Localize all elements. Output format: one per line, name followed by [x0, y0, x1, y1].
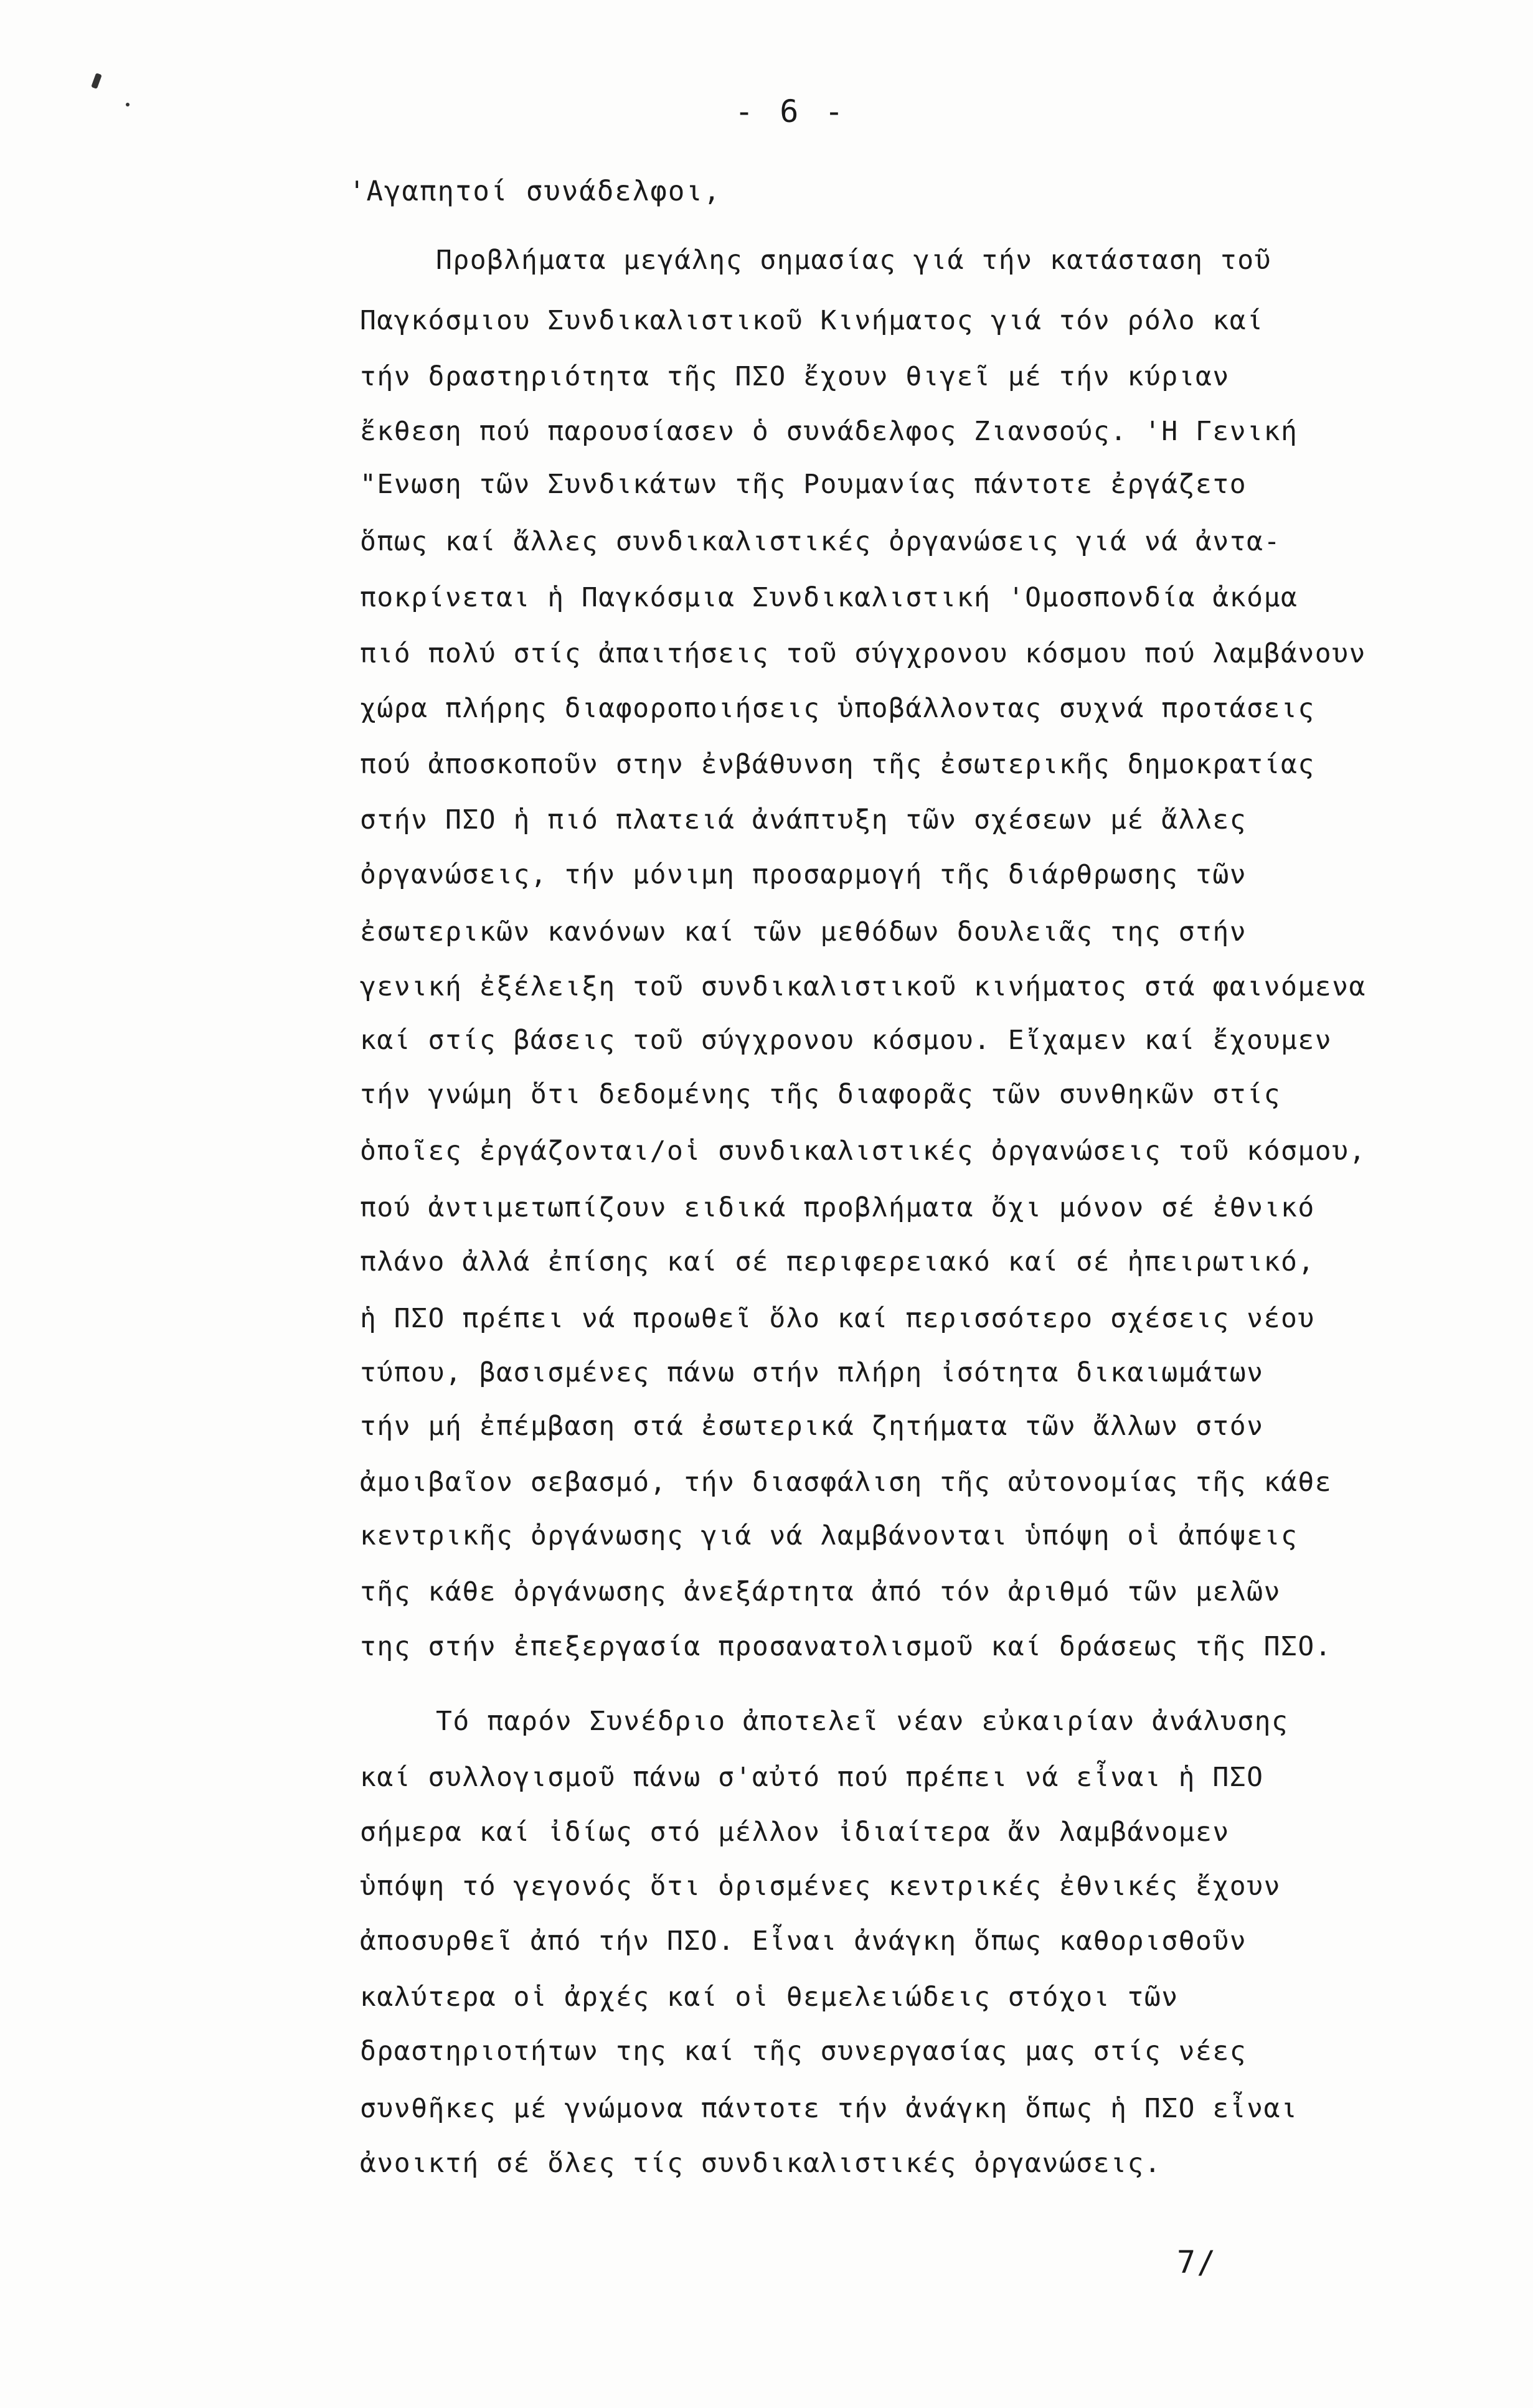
text-line: καί συλλογισμοῦ πάνω σ'αὐτό πού πρέπει νά εἶναι ἡ ΠΣΟ: [360, 1762, 1264, 1793]
margin-dot: [126, 103, 130, 106]
text-line: πιό πολύ στίς ἀπαιτήσεις τοῦ σύγχρονου κόσμου πού λαμβάνουν: [360, 638, 1366, 669]
text-line: καί στίς βάσεις τοῦ σύγχρονου κόσμου. Εἴχαμεν καί ἔχουμεν: [360, 1025, 1333, 1056]
text-line: Παγκόσμιου Συνδικαλιστικοῦ Κινήματος γιά τόν ρόλο καί: [360, 305, 1264, 336]
text-line: ὁποῖες ἐργάζονται/οἱ συνδικαλιστικές ὀργανώσεις τοῦ κόσμου,: [360, 1136, 1366, 1167]
continuation-marker: 7/: [1177, 2244, 1217, 2280]
text-line: ἀμοιβαῖον σεβασμό, τήν διασφάλιση τῆς αὐτονομίας τῆς κάθε: [360, 1467, 1333, 1498]
text-line: ὅπως καί ἄλλες συνδικαλιστικές ὀργανώσεις γιά νά ἀντα-: [360, 526, 1281, 557]
text-line: συνθῆκες μέ γνώμονα πάντοτε τήν ἀνάγκη ὅπως ἡ ΠΣΟ εἶναι: [360, 2093, 1298, 2124]
text-line: τήν γνώμη ὅτι δεδομένης τῆς διαφορᾶς τῶν συνθηκῶν στίς: [360, 1079, 1281, 1110]
text-line: ἔκθεση πού παρουσίασεν ὁ συνάδελφος Ζιανσούς. 'Η Γενική: [360, 416, 1298, 447]
text-line: ἡ ΠΣΟ πρέπει νά προωθεῖ ὅλο καί περισσότερο σχέσεις νέου: [360, 1303, 1315, 1334]
margin-mark: [91, 73, 102, 89]
text-line: πλάνο ἀλλά ἐπίσης καί σέ περιφερειακό καί σέ ἠπειρωτικό,: [360, 1246, 1315, 1277]
text-line: πού ἀντιμετωπίζουν ειδικά προβλήματα ὄχι μόνον σέ ἐθνικό: [360, 1192, 1315, 1223]
text-line: δραστηριοτήτων της καί τῆς συνεργασίας μας στίς νέες: [360, 2036, 1247, 2067]
text-line: ὀργανώσεις, τήν μόνιμη προσαρμογή τῆς διάρθρωσης τῶν: [360, 859, 1247, 890]
text-line: Τό παρόν Συνέδριο ἀποτελεῖ νέαν εὐκαιρίαν ἀνάλυσης: [436, 1706, 1289, 1737]
text-line: ἐσωτερικῶν κανόνων καί τῶν μεθόδων δουλειᾶς της στήν: [360, 916, 1247, 948]
text-line: τήν δραστηριότητα τῆς ΠΣΟ ἔχουν θιγεῖ μέ τήν κύριαν: [360, 361, 1230, 392]
text-line: ὑπόψη τό γεγονός ὅτι ὁρισμένες κεντρικές ἐθνικές ἔχουν: [360, 1871, 1281, 1902]
text-line: ποκρίνεται ἡ Παγκόσμια Συνδικαλιστική 'Ομοσπονδία ἀκόμα: [360, 582, 1298, 613]
text-line: γενική ἐξέλειξη τοῦ συνδικαλιστικοῦ κινήματος στά φαινόμενα: [360, 971, 1366, 1002]
text-line: καλύτερα οἱ ἀρχές καί οἱ θεμελειώδεις στόχοι τῶν: [360, 1982, 1179, 2013]
text-line: στήν ΠΣΟ ἡ πιό πλατειά ἀνάπτυξη τῶν σχέσεων μέ ἄλλες: [360, 804, 1247, 835]
page-number: - 6 -: [735, 93, 847, 129]
text-line: τύπου, βασισμένες πάνω στήν πλήρη ἰσότητα δικαιωμάτων: [360, 1357, 1264, 1388]
text-line: πού ἀποσκοποῦν στην ἐνβάθυνση τῆς ἐσωτερικῆς δημοκρατίας: [360, 749, 1315, 780]
text-line: ἀποσυρθεῖ ἀπό τήν ΠΣΟ. Εἶναι ἀνάγκη ὅπως καθορισθοῦν: [360, 1926, 1247, 1957]
text-line: σήμερα καί ἰδίως στό μέλλον ἰδιαίτερα ἄν λαμβάνομεν: [360, 1817, 1230, 1848]
text-line: της στήν ἐπεξεργασία προσανατολισμοῦ καί δράσεως τῆς ΠΣΟ.: [360, 1631, 1333, 1662]
text-line: "Ενωση τῶν Συνδικάτων τῆς Ρουμανίας πάντοτε ἐργάζετο: [360, 469, 1247, 500]
text-line: Προβλήματα μεγάλης σημασίας γιά τήν κατάσταση τοῦ: [436, 245, 1272, 276]
text-line: ἀνοικτή σέ ὅλες τίς συνδικαλιστικές ὀργανώσεις.: [360, 2148, 1162, 2179]
text-line: χώρα πλήρης διαφοροποιήσεις ὑποβάλλοντας συχνά προτάσεις: [360, 693, 1315, 724]
text-line: τήν μή ἐπέμβαση στά ἐσωτερικά ζητήματα τῶν ἄλλων στόν: [360, 1411, 1264, 1442]
text-line: κεντρικῆς ὀργάνωσης γιά νά λαμβάνονται ὑπόψη οἱ ἀπόψεις: [360, 1520, 1298, 1551]
text-line: τῆς κάθε ὀργάνωσης ἀνεξάρτητα ἀπό τόν ἀριθμό τῶν μελῶν: [360, 1576, 1281, 1607]
salutation: 'Αγαπητοί συνάδελφοι,: [349, 176, 722, 207]
